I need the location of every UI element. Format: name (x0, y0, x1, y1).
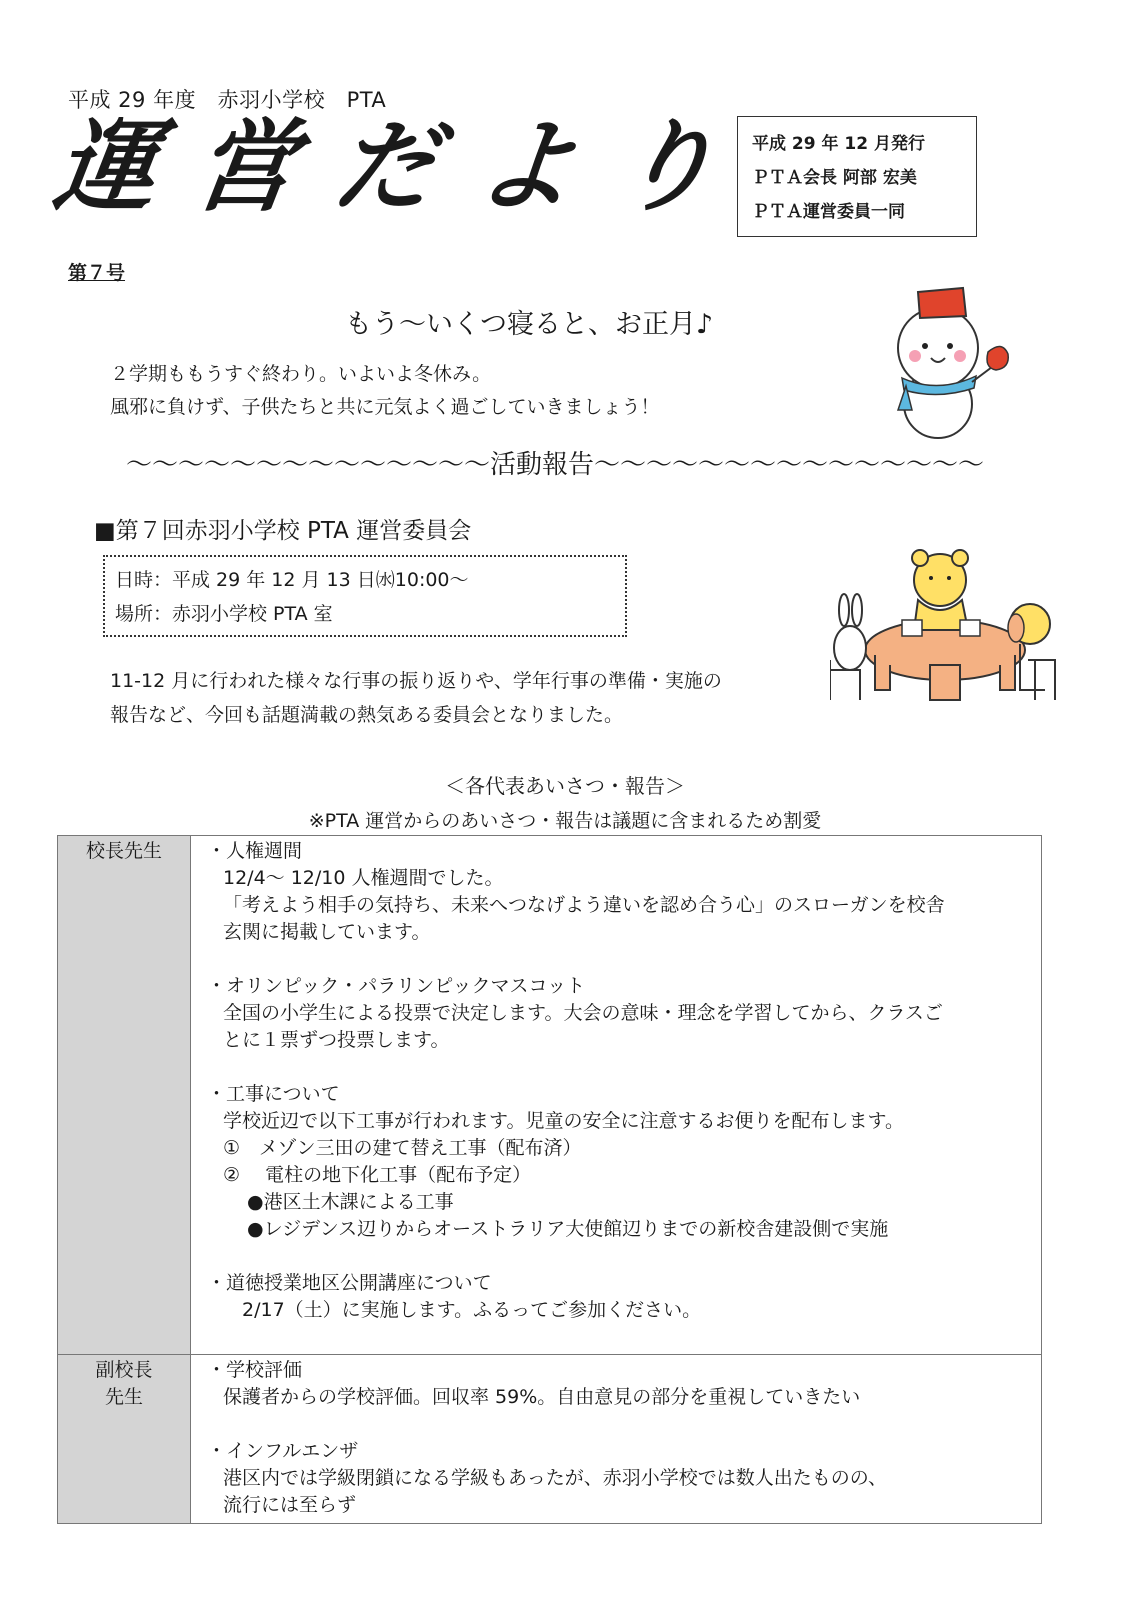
item-heading: ・ 工事について (207, 1081, 1031, 1108)
report-item (207, 973, 1031, 1054)
report-line: 報告など、今回も話題満載の熱気ある委員会となりました。 (110, 704, 624, 726)
item-line: 2/17（土）に実施します。ふるってご参加ください。 (223, 1299, 702, 1321)
item-line: ① メゾン三田の建て替え工事（配布済） (223, 1137, 582, 1159)
item-heading: ・ 学校評価 (207, 1357, 1031, 1384)
meeting-place: 場所：赤羽小学校 PTA 室 (115, 603, 333, 625)
item-heading: ・ オリンピック・パラリンピックマスコット (207, 973, 1031, 1000)
vice-principal-report (191, 1355, 1042, 1524)
masthead-title: 運営だより (48, 108, 765, 225)
report-item (207, 838, 1031, 946)
principal-report (191, 836, 1042, 1355)
animals-meeting-illustration (830, 540, 1060, 720)
item-line: 「考えよう相手の気持ち、未来へつなげよう違いを認め合う心」のスローガンを校舎 (223, 894, 945, 916)
header-line: 平成 29 年度 赤羽小学校 PTA (68, 88, 387, 112)
item-heading: ・ 道徳授業地区公開講座について (207, 1270, 1031, 1297)
meeting-report (110, 664, 722, 732)
snowman-illustration (868, 282, 1028, 442)
intro-line: ２学期ももうすぐ終わり。いよいよ冬休み。 (110, 363, 492, 385)
item-line: とに１票ずつ投票します。 (223, 1029, 450, 1051)
meeting-datetime: 日時：平成 29 年 12 月 13 日㈬10:00～ (115, 569, 469, 591)
item-line: 保護者からの学校評価。回収率 59%。自由意見の部分を重視していきたい (223, 1386, 861, 1408)
table-row-vice-principal (58, 1355, 1042, 1524)
report-item (207, 1270, 1031, 1324)
role-line: 先生 (104, 1386, 143, 1408)
publisher-box (737, 116, 977, 237)
role-line: 副校長 (95, 1359, 153, 1381)
item-line: 全国の小学生による投票で決定します。大会の意味・理念を学習してから、クラスご (223, 1002, 943, 1024)
report-line: 11-12 月に行われた様々な行事の振り返りや、学年行事の準備・実施の (110, 670, 722, 692)
report-item (207, 1438, 1031, 1519)
item-line: ② 電柱の地下化工事（配布予定） (223, 1164, 532, 1186)
item-line: 学校近辺で以下工事が行われます。児童の安全に注意するお便りを配布します。 (223, 1110, 904, 1132)
table-row-principal (58, 836, 1042, 1355)
report-item (207, 1357, 1031, 1411)
issue-number: 第７号 (68, 262, 126, 284)
item-line: 玄関に掲載しています。 (223, 921, 431, 943)
item-heading: ・ 人権週間 (207, 838, 1031, 865)
item-heading: ・ インフルエンザ (207, 1438, 1031, 1465)
report-item (207, 1081, 1031, 1243)
activity-report-divider: ～～～～～～～～～～～～～～活動報告～～～～～～～～～～～～～～～ (126, 450, 985, 480)
role-vice-principal (58, 1355, 191, 1524)
headline: もう～いくつ寝ると、お正月♪ (345, 309, 714, 340)
intro-line: 風邪に負けず、子供たちと共に元気よく過ごしていきましょう！ (110, 396, 660, 418)
item-line: 12/4～ 12/10 人権週間でした。 (223, 867, 504, 889)
publisher-date: 平成 29 年 12 月発行 (752, 134, 925, 154)
publisher-committee: ＰＴＡ運営委員一同 (752, 202, 905, 222)
item-subline: ●レジデンス辺りからオーストラリア大使館辺りまでの新校舎建設側で実施 (247, 1218, 889, 1240)
role-principal: 校長先生 (58, 836, 191, 1355)
greetings-table (57, 835, 1042, 1524)
publisher-president: ＰＴＡ会長 阿部 宏美 (752, 168, 917, 188)
greetings-note: ※PTA 運営からのあいさつ・報告は議題に含まれるため割愛 (308, 810, 822, 832)
intro-text (110, 358, 659, 424)
item-line: 流行には至らず (223, 1494, 357, 1516)
meeting-info-box (103, 555, 627, 637)
item-subline: ●港区土木課による工事 (247, 1191, 454, 1213)
item-line: 港区内では学級閉鎖になる学級もあったが、赤羽小学校では数人出たものの、 (223, 1467, 888, 1489)
section-title: ■第７回赤羽小学校 PTA 運営委員会 (94, 518, 472, 544)
greetings-title: ＜各代表あいさつ・報告＞ (445, 774, 685, 798)
